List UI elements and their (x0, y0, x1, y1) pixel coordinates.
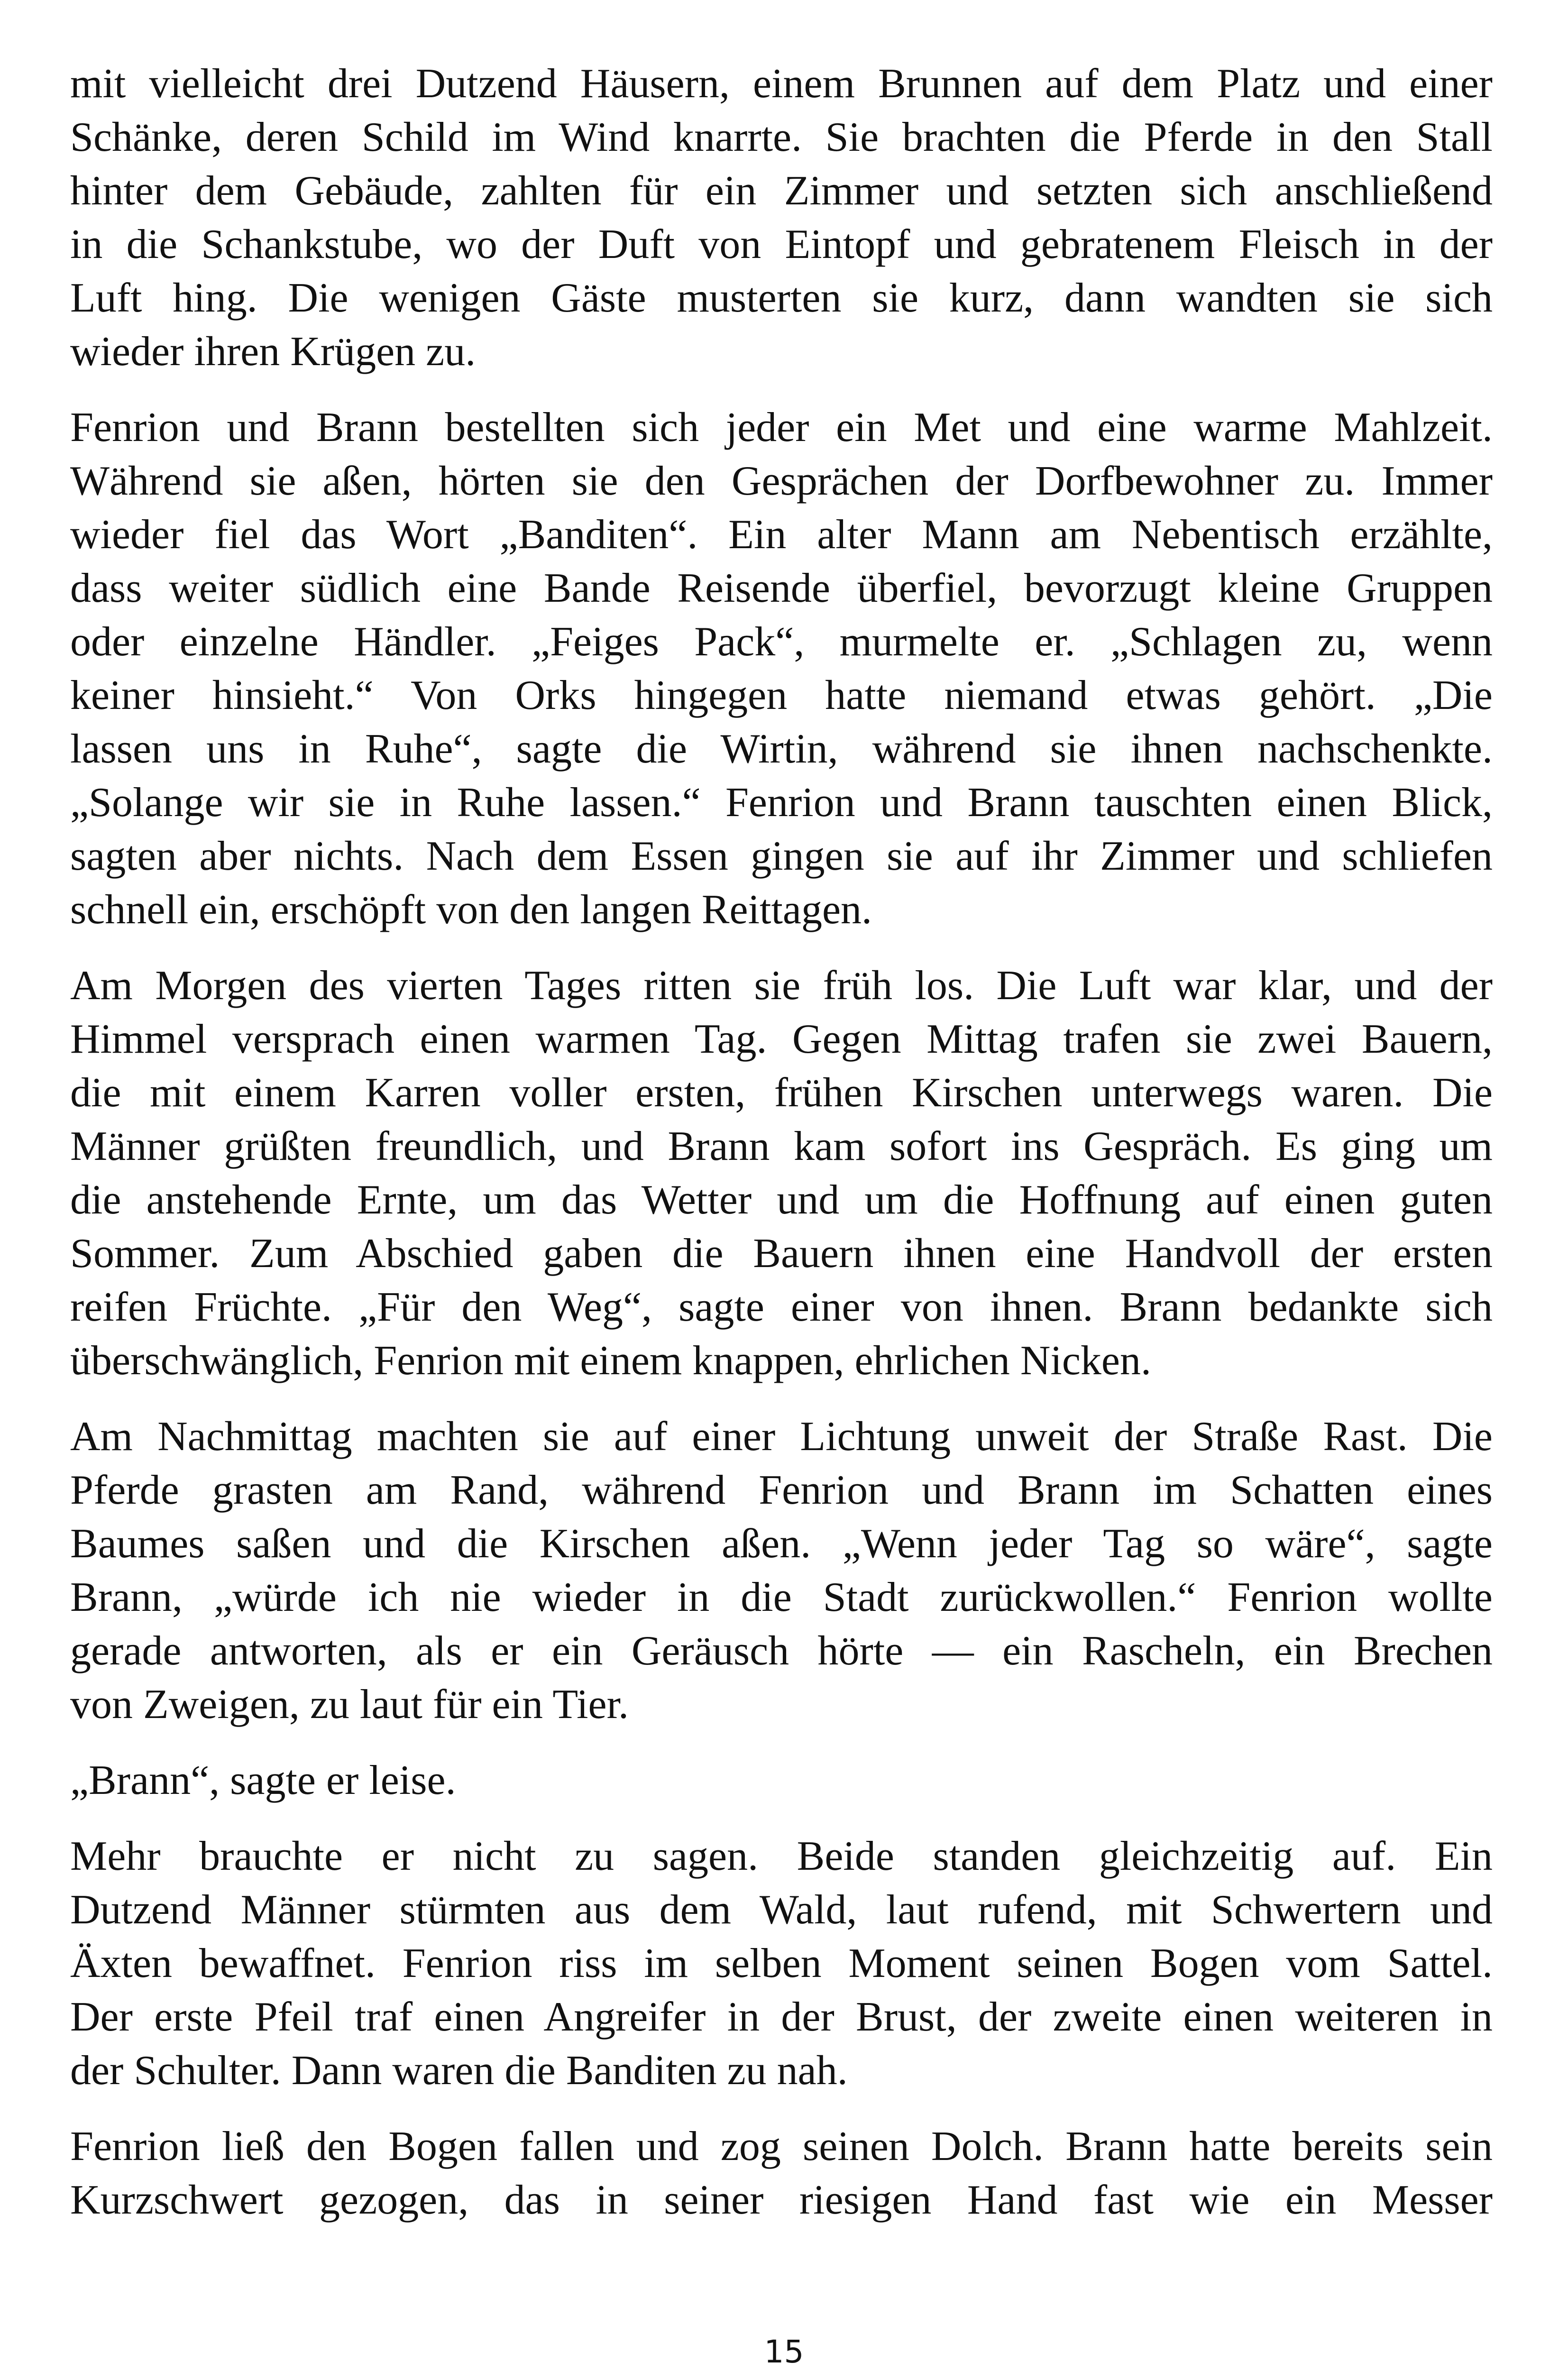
text-line: Fenrion ließ den Bogen fallen und zog seinen Dolch. Brann hatte bereits sein (70, 2123, 1493, 2169)
text-line: Kurzschwert gezogen, das in seiner riesigen Hand fast wie ein Messer (70, 2177, 1493, 2223)
page-number: 15 (764, 2334, 804, 2370)
text-line: lassen uns in Ruhe“, sagte die Wirtin, während sie ihnen nachschenkte. (70, 726, 1493, 772)
text-line: Brann, „würde ich nie wieder in die Stadt zurückwollen.“ Fenrion wollte (70, 1574, 1493, 1620)
body-text (70, 57, 1493, 2249)
text-line: Mehr brauchte er nicht zu sagen. Beide standen gleichzeitig auf. Ein (70, 1833, 1493, 1879)
text-line: Schänke, deren Schild im Wind knarrte. Sie brachten die Pferde in den Stall (70, 114, 1493, 160)
text-line: wieder fiel das Wort „Banditen“. Ein alter Mann am Nebentisch erzählte, (70, 512, 1493, 558)
text-line: hinter dem Gebäude, zahlten für ein Zimmer und setzten sich anschließend (70, 168, 1493, 214)
text-line: von Zweigen, zu laut für ein Tier. (70, 1682, 629, 1728)
text-line: sagten aber nichts. Nach dem Essen gingen sie auf ihr Zimmer und schliefen (70, 833, 1493, 879)
text-line: überschwänglich, Fenrion mit einem knappen, ehrlichen Nicken. (70, 1338, 1151, 1384)
text-line: Am Nachmittag machten sie auf einer Lichtung unweit der Straße Rast. Die (70, 1414, 1493, 1460)
text-line: oder einzelne Händler. „Feiges Pack“, murmelte er. „Schlagen zu, wenn (70, 619, 1493, 665)
paragraph (70, 1829, 1493, 2097)
text-line: wieder ihren Krügen zu. (70, 329, 476, 375)
text-line: Der erste Pfeil traf einen Angreifer in der Brust, der zweite einen weiteren in (70, 1994, 1493, 2040)
text-line: Luft hing. Die wenigen Gäste musterten sie kurz, dann wandten sie sich (70, 275, 1493, 321)
text-line: Dutzend Männer stürmten aus dem Wald, laut rufend, mit Schwertern und (70, 1887, 1493, 1933)
text-line: dass weiter südlich eine Bande Reisende überfiel, bevorzugt kleine Gruppen (70, 565, 1493, 611)
text-line: keiner hinsieht.“ Von Orks hingegen hatte niemand etwas gehört. „Die (70, 672, 1493, 718)
text-line: schnell ein, erschöpft von den langen Reittagen. (70, 887, 872, 933)
text-line: Am Morgen des vierten Tages ritten sie früh los. Die Luft war klar, und der (70, 963, 1493, 1009)
paragraph (70, 959, 1493, 1388)
text-line: der Schulter. Dann waren die Banditen zu nah. (70, 2048, 848, 2094)
text-line: Pferde grasten am Rand, während Fenrion und Brann im Schatten eines (70, 1467, 1493, 1513)
paragraph (70, 1410, 1493, 1731)
text-line: gerade antworten, als er ein Geräusch hörte — ein Rascheln, ein Brechen (70, 1628, 1493, 1674)
text-line: „Solange wir sie in Ruhe lassen.“ Fenrion und Brann tauschten einen Blick, (70, 780, 1493, 826)
text-line: in die Schankstube, wo der Duft von Eintopf und gebratenem Fleisch in der (70, 221, 1493, 267)
text-line: Baumes saßen und die Kirschen aßen. „Wenn jeder Tag so wäre“, sagte (70, 1521, 1493, 1567)
text-line: die anstehende Ernte, um das Wetter und um die Hoffnung auf einen guten (70, 1177, 1493, 1223)
text-line: „Brann“, sagte er leise. (70, 1757, 456, 1803)
text-line: mit vielleicht drei Dutzend Häusern, einem Brunnen auf dem Platz und einer (70, 61, 1493, 107)
paragraph (70, 401, 1493, 937)
text-line: Himmel versprach einen warmen Tag. Gegen Mittag trafen sie zwei Bauern, (70, 1016, 1493, 1062)
text-line: Sommer. Zum Abschied gaben die Bauern ihnen eine Handvoll der ersten (70, 1231, 1493, 1277)
text-line: Äxten bewaffnet. Fenrion riss im selben Moment seinen Bogen vom Sattel. (70, 1940, 1493, 1986)
text-line: Während sie aßen, hörten sie den Gesprächen der Dorfbewohner zu. Immer (70, 458, 1493, 504)
text-line: Männer grüßten freundlich, und Brann kam sofort ins Gespräch. Es ging um (70, 1123, 1493, 1169)
text-line: reifen Früchte. „Für den Weg“, sagte einer von ihnen. Brann bedankte sich (70, 1284, 1493, 1330)
paragraph (70, 2120, 1493, 2227)
paragraph (70, 57, 1493, 378)
paragraph (70, 1754, 1493, 1807)
text-line: die mit einem Karren voller ersten, frühen Kirschen unterwegs waren. Die (70, 1070, 1493, 1116)
text-line: Fenrion und Brann bestellten sich jeder ein Met und eine warme Mahlzeit. (70, 404, 1493, 450)
